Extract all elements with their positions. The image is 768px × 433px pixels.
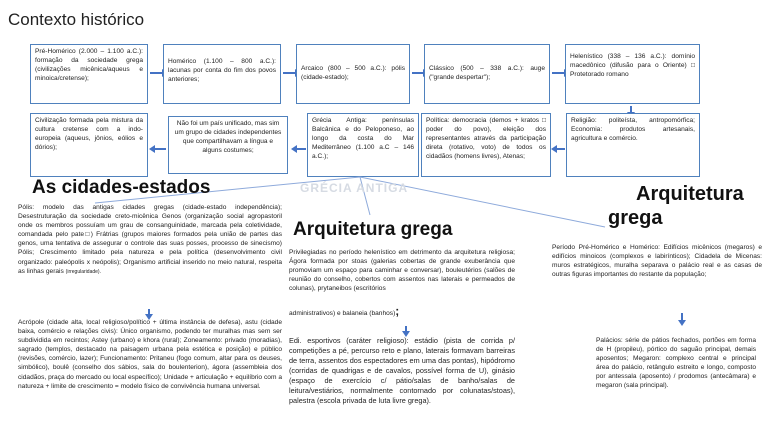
period-arcaico-text: Arcaico (800 – 500 a.C.): pólis (cidade-estado); [301, 65, 405, 81]
arquitetura-heading-line2: grega [608, 207, 663, 229]
grecia-antiga-watermark: GRÉCIA ANTIGA [300, 181, 409, 195]
period-classico-text: Clássico (500 – 338 a.C.): auge ("grande despertar"); [429, 65, 545, 81]
arquitetura-grega-text: Privilegiadas no período helenístico em detrimento da arquitetura religiosa; Ágora formada por stoas (galerias cobertas de grande exuberância que promoviam um espaço para caminhar e conversar), bouleutérios (salões de reunião do conselho, cobertos com assentos nas laterais e permeados de colunas), prytaneibos (escritórios administrativos) e balaneia (banhos); [289, 249, 515, 318]
politica-text: Política: democracia (demos + kratos □ poder do povo), eleição dos representantes através da participação direta (rotativo, voto) de todos os cidadãos (homens livres), Atenas; [426, 117, 546, 160]
cidades-estados-small-note: (irregularidade). [65, 268, 101, 275]
civilizacao-text: Civilização formada pela mistura da cultura cretense com a indo-europeia (aqueus, jônios, eólios e dórios); [35, 117, 143, 151]
cidades-estados-text: Pólis: modelo das antigas cidades gregas (cidade-estado independência); Desestruturação da sociedade creto-micênica Genos (organização social agropastoril onde os membros possuíam um grau de consanguinidade, marcada pela coletividade, comandada pelo pate□) Frátrias (grupos maiores formados pela união de partes das genos, uma tentativa de assegurar o controle das suas posses, processo de sinecismo) Pólis; Crescimento limitado pela natureza e pela política (desenvolvimento civil organizado: paleópolis x neópolis); Organismo artificial inserido no meio natural, respeita as linhas gerais (irregularidade). [18, 204, 282, 275]
arrow-down-icon [405, 326, 407, 332]
cidades-independentes-text: Não foi um país unificado, mas sim um grupo de cidades independentes que compartilhavam a língua e alguns costumes; [174, 120, 282, 154]
page-title: Contexto histórico [8, 10, 145, 29]
arquitetura-heading-line1: Arquitetura [636, 183, 744, 205]
arquitetura-periodo-text: Período Pré-Homérico e Homérico: Edifícios micênicos (megaros) e edifícios minoicos (complexos e labirínticos); Cidadela de Micenas: muros estratégicos, muralha separava o palácio real e as casas de outras figuras importantes do restante da população; [552, 244, 762, 279]
grecia-antiga-text: Grécia Antiga: penínsulas Balcânica e do Peloponeso, ao longo da costa do Mar Mediterrâneo (1.100 a.C – 146 a.C.); [312, 117, 414, 160]
period-helenistico-text: Helenístico (338 – 136 a.C.): domínio macedônico (difusão para o Oriente) □ Protetorado romano [570, 53, 695, 78]
arquitetura-grega-heading: Arquitetura grega [293, 219, 453, 240]
edificios-esportivos-text: Edi. esportivos (caráter religioso): estádio (pista de corrida p/ competições a pé, percurso reto e plano, laterais formavam barreiras de terra, assentos dos espectadores em uma das pontas), hipódromo (corridas de quadrigas e de cavalos, possível forma de U), ginásio (espaço de exercício c/ pátio/salas de banho/salas de leitura/vestiários, normalmente contornado por colunatas/stoas), palestra (escola privada de luta livre grega). [289, 336, 515, 406]
palacios-text: Palácios: série de pátios fechados, portões em forma de H (propileu), pórtico do saguão principal, demais aposentos; Megaron: complexo central e principal área do palácio, retângulo estreito e longo, composto por antessala (aposento) / prodomos (antecâmara) e megaron (sala principal). [596, 337, 756, 390]
period-pre-homerico-text: Pré-Homérico (2.000 – 1.100 a.C.): formação da sociedade grega (civilizações micênica/aqueus e minoica/cretense); [35, 48, 143, 82]
period-homerico-text: Homérico (1.100 – 800 a.C.): lacunas por conta do fim dos povos anteriores; [168, 58, 276, 83]
cidades-estados-detail-text: Acrópole (cidade alta, local religioso/político + última instância de defesa), astu (cidade baixa, comércio e relações civis): Único organismo, podendo ter muralhas mas sem ser subdividida em recintos; Astey (urbano) e khora (rural); Zoneamento: privado (moradias), sagrado (templos, destacado na paisagem urbana pela estética e posição) e público (revisões, comércio, lazer); Funcionamento: Pritaneu (fogo comum, altar para os deuses, simbólico), boulê (conselho dos sábios, sala do boulenterion), ágora (assembleia dos cidadãos, praça do mercado ou local específico); Unidade + articulação + equilíbrio com a natureza + limite de crescimento = modelo físico de convivência humana universal. [18, 319, 282, 390]
religiao-economia-text: Religião: politeísta, antropomórfica; Economia: produtos artesanais, agricultura e comércio. [571, 117, 695, 142]
arrow-down-icon [148, 309, 150, 315]
cidades-estados-heading: As cidades-estados [32, 177, 211, 198]
arrow-down-icon [681, 313, 683, 321]
semicolon: ; [395, 303, 400, 318]
